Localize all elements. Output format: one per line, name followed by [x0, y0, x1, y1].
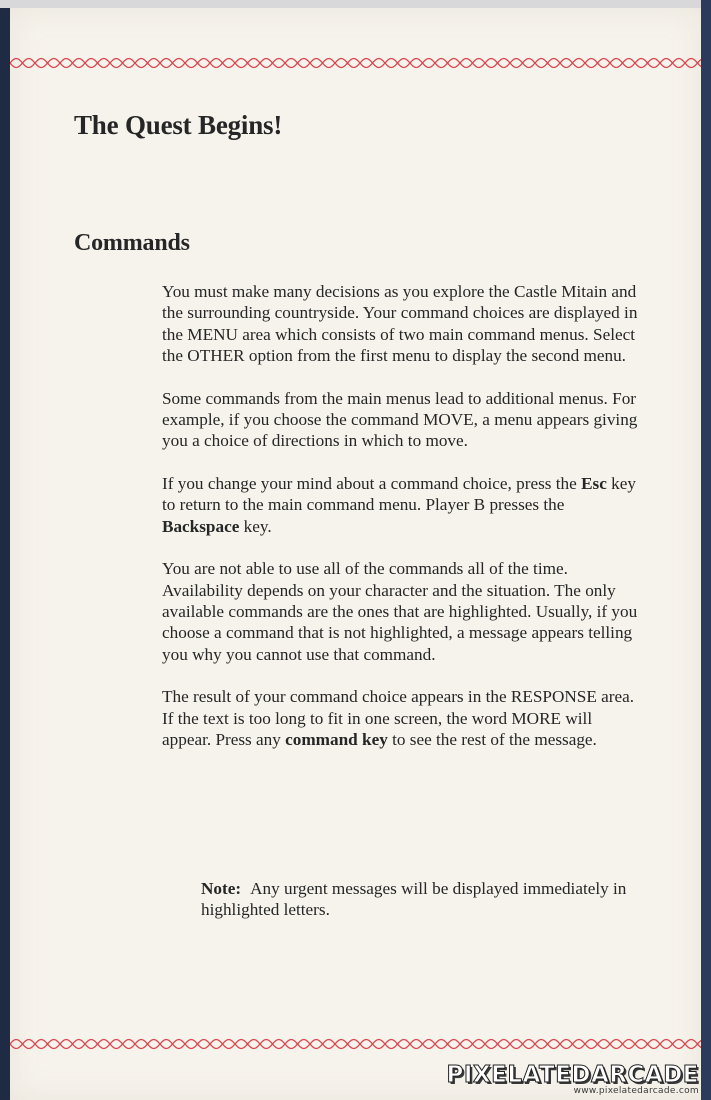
wavy-border-icon: [10, 55, 701, 71]
text-span: If you change your mind about a command choice, press the: [162, 474, 582, 494]
esc-key-label: Esc: [581, 474, 607, 494]
paragraph-menu-intro: You must make many decisions as you explore the Castle Mitain and the surrounding countryside. Your command choices are displayed in the MENU area which consists of two main command menus. Select the OTHER option from the first menu to display the second menu.: [162, 282, 638, 365]
paragraph-additional-menus: Some commands from the main menus lead to additional menus. For example, if you choose the command MOVE, a menu appears giving you a choice of directions in which to move.: [162, 388, 638, 451]
scan-right-edge: [701, 0, 711, 1100]
commands-body: [162, 281, 642, 750]
text-span: to see the rest of the message.: [387, 730, 597, 750]
watermark: [446, 1062, 699, 1096]
note-block: [201, 878, 641, 921]
watermark-url: www.pixelatedarcade.com: [573, 1086, 699, 1096]
note-text: Any urgent messages will be displayed immediately in highlighted letters.: [201, 879, 627, 920]
paragraph-change-mind: [162, 473, 642, 537]
page-title: The Quest Begins!: [74, 110, 283, 140]
note-label: Note:: [201, 879, 242, 898]
wavy-border-icon: [10, 1036, 701, 1052]
text-span: key.: [239, 516, 272, 536]
text-span: The result of your command choice appears in the RESPONSE area. If the text is too long to fit in one screen, the word MORE will appear. Press any: [162, 687, 635, 750]
backspace-key-label: Backspace: [162, 516, 240, 536]
paragraph-availability: You are not able to use all of the commands all of the time. Availability depends on your character and the situation. The only available commands are the ones that are highlighted. Usually, if you choose a command that is not highlighted, a message appears telling you why you cannot use that command.: [162, 559, 638, 664]
watermark-brand: PIXELATEDARCADE: [446, 1062, 699, 1088]
section-heading-commands: Commands: [74, 230, 190, 256]
text-span: key to return to the main command menu. Player B presses the: [162, 474, 636, 515]
command-key-label: command key: [285, 730, 388, 750]
scan-top-edge: [0, 0, 711, 8]
paragraph-response: [162, 686, 642, 750]
